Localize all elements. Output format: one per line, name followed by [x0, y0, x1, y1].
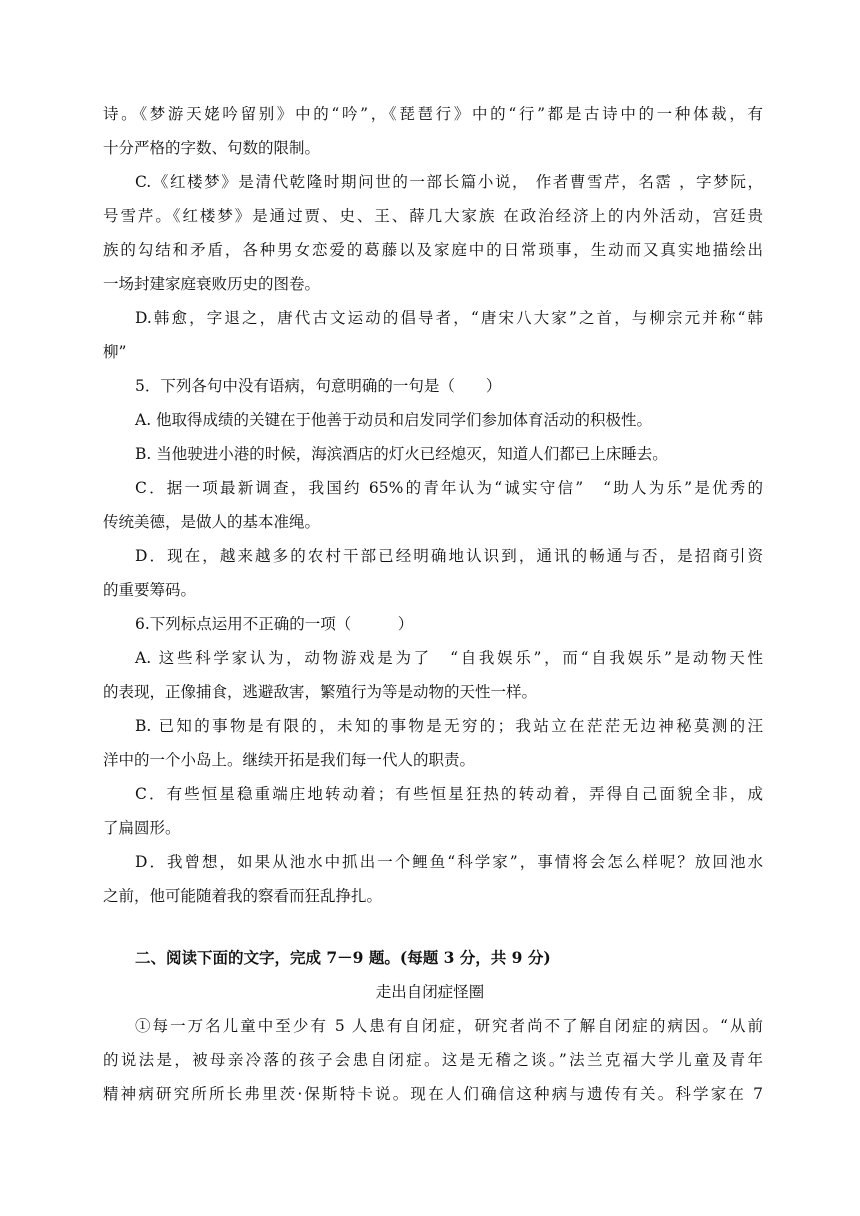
option-d-line: D．现在，越来越多的农村干部已经明确地认识到，通讯的畅通与否，是招商引资	[135, 547, 763, 565]
option-d-line: D.韩愈，字退之，唐代古文运动的倡导者，“唐宋八大家”之首，与柳宗元并称“韩	[135, 309, 763, 327]
text-line: 了扁圆形。	[103, 819, 181, 837]
option-a-line: A. 他取得成绩的关键在于他善于动员和启发同学们参加体育活动的积极性。	[135, 411, 653, 429]
paragraph-line: 的说法是，被母亲冷落的孩子会患自闭症。这是无稽之谈。”法兰克福大学儿童及青年	[103, 1051, 763, 1069]
option-c-line: C．据一项最新调查，我国约 65%的青年认为“诚实守信” “助人为乐”是优秀的	[135, 479, 763, 497]
text-line: 的重要筹码。	[103, 581, 197, 599]
text-line: 十分严格的字数、句数的限制。	[103, 139, 321, 157]
text-line: 传统美德，是做人的基本准绳。	[103, 513, 321, 531]
option-b-line: B. 已知的事物是有限的，未知的事物是无穷的；我站立在茫茫无边神秘莫测的汪	[135, 717, 763, 735]
option-c-line: C.《红楼梦》是清代乾隆时期问世的一部长篇小说， 作者曹雪芹，名霑 ，字梦阮，	[135, 173, 763, 191]
text-line: 诗。《梦游天姥吟留别》中的“吟”，《琵琶行》中的“行”都是古诗中的一种体裁，有	[103, 105, 763, 123]
text-line: 柳”	[103, 343, 127, 361]
article-title: 走出自闭症怪圈	[375, 983, 485, 1001]
paragraph-line: ①每一万名儿童中至少有 5 人患有自闭症，研究者尚不了解自闭症的病因。“从前	[135, 1017, 763, 1035]
question-6: 6.下列标点运用不正确的一项（ ）	[135, 615, 414, 633]
text-line: 之前，他可能随着我的察看而狂乱挣扎。	[103, 887, 383, 905]
text-line: 族的勾结和矛盾，各种男女恋爱的葛藤以及家庭中的日常琐事，生动而又真实地描绘出	[103, 241, 763, 259]
question-5: 5．下列各句中没有语病，句意明确的一句是（ ）	[135, 377, 502, 395]
text-line: 号雪芹。《红楼梦》是通过贾、史、王、薛几大家族 在政治经济上的内外活动，宫廷贵	[103, 207, 763, 225]
text-line: 洋中的一个小岛上。继续开拓是我们每一代人的职责。	[103, 751, 476, 769]
paragraph-line: 精神病研究所所长弗里茨·保斯特卡说。现在人们确信这种病与遗传有关。科学家在 7	[103, 1085, 763, 1103]
section-heading: 二、阅读下面的文字，完成 7－9 题。(每题 3 分，共 9 分)	[135, 948, 551, 967]
text-line: 的表现，正像捕食，逃避敌害，繁殖行为等是动物的天性一样。	[103, 683, 538, 701]
option-a-line: A. 这些科学家认为，动物游戏是为了 “自我娱乐”，而“自我娱乐”是动物天性	[135, 649, 763, 667]
option-d-line: D．我曾想，如果从池水中抓出一个鲤鱼“科学家”，事情将会怎么样呢？放回池水	[135, 853, 763, 871]
text-line: 一场封建家庭衰败历史的图卷。	[103, 275, 321, 293]
option-b-line: B. 当他驶进小港的时候，海滨酒店的灯火已经熄灭，知道人们都已上床睡去。	[135, 445, 668, 463]
option-c-line: C．有些恒星稳重端庄地转动着；有些恒星狂热的转动着，弄得自己面貌全非，成	[135, 785, 763, 803]
